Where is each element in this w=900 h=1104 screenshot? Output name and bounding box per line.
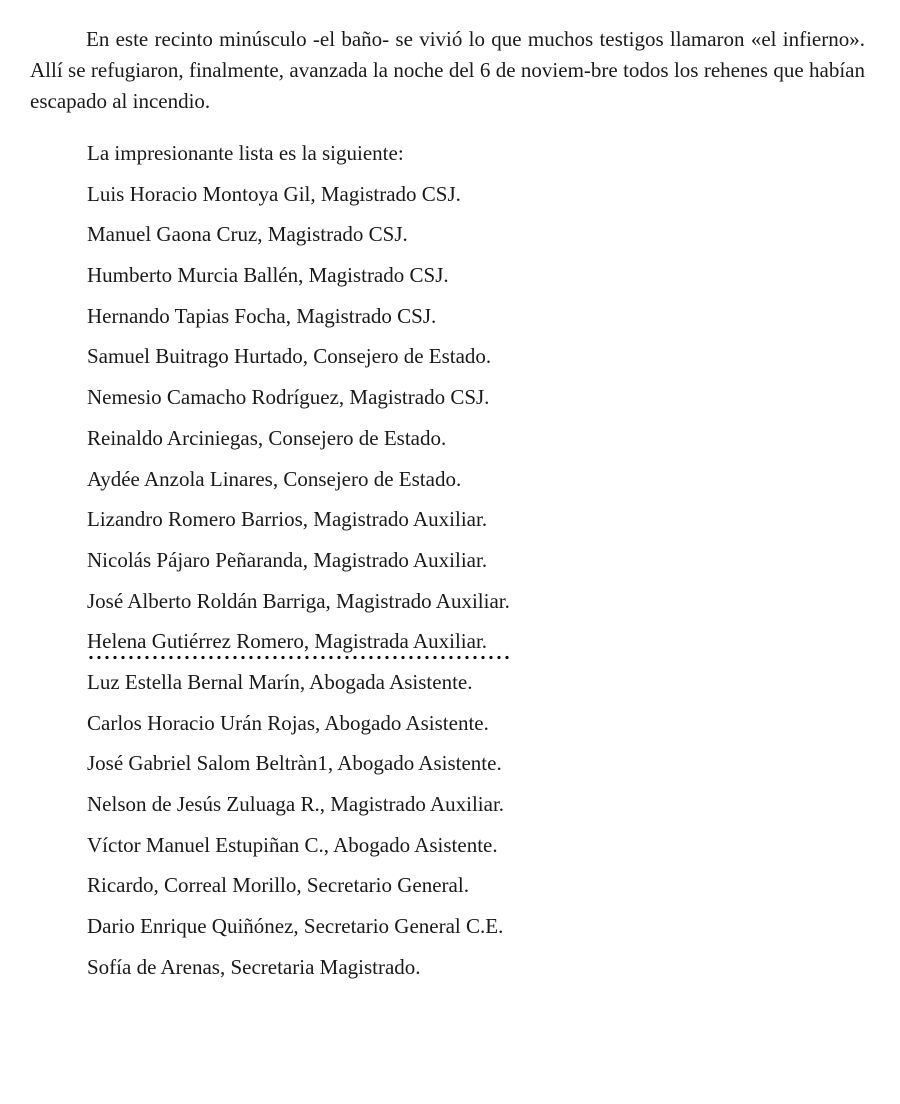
list-item: Luz Estella Bernal Marín, Abogada Asistente.: [87, 669, 473, 694]
list-item: Samuel Buitrago Hurtado, Consejero de Estado.: [87, 344, 492, 369]
hostage-list: [87, 133, 510, 987]
list-item: Nemesio Camacho Rodríguez, Magistrado CSJ.: [87, 385, 490, 410]
list-intro: La impresionante lista es la siguiente:: [87, 141, 404, 165]
list-item: Dario Enrique Quiñónez, Secretario General C.E.: [87, 914, 504, 939]
list-item: Sofía de Arenas, Secretaria Magistrado.: [87, 954, 421, 979]
list-item: Luis Horacio Montoya Gil, Magistrado CSJ.: [87, 181, 461, 206]
list-item: Reinaldo Arciniegas, Consejero de Estado.: [87, 425, 447, 450]
list-item: José Alberto Roldán Barriga, Magistrado Auxiliar.: [87, 588, 510, 613]
list-item: Víctor Manuel Estupiñan C., Abogado Asistente.: [87, 832, 498, 857]
list-item: Nelson de Jesús Zuluaga R., Magistrado Auxiliar.: [87, 792, 505, 816]
list-item-highlighted: Helena Gutiérrez Romero, Magistrada Auxiliar.: [87, 621, 510, 662]
list-item: Hernando Tapias Focha, Magistrado CSJ.: [87, 303, 437, 328]
list-item: José Gabriel Salom Beltràn1, Abogado Asistente.: [87, 751, 502, 776]
list-item: Carlos Horacio Urán Rojas, Abogado Asistente.: [87, 710, 489, 735]
list-item: Aydée Anzola Linares, Consejero de Estado.: [87, 466, 462, 491]
list-item: Manuel Gaona Cruz, Magistrado CSJ.: [87, 222, 408, 247]
list-item: Lizandro Romero Barrios, Magistrado Auxiliar.: [87, 507, 488, 532]
list-item: Nicolás Pájaro Peñaranda, Magistrado Auxiliar.: [87, 547, 488, 572]
list-item: Humberto Murcia Ballén, Magistrado CSJ.: [87, 263, 449, 288]
list-item: Ricardo, Correal Morillo, Secretario General.: [87, 873, 469, 898]
intro-paragraph: En este recinto minúsculo -el baño- se vivió lo que muchos testigos llamaron «el infierno». Allí se refugiaron, finalmente, avanzada la noche del 6 de noviem-bre todos los rehenes que habían escapado al incendio.: [30, 27, 865, 113]
